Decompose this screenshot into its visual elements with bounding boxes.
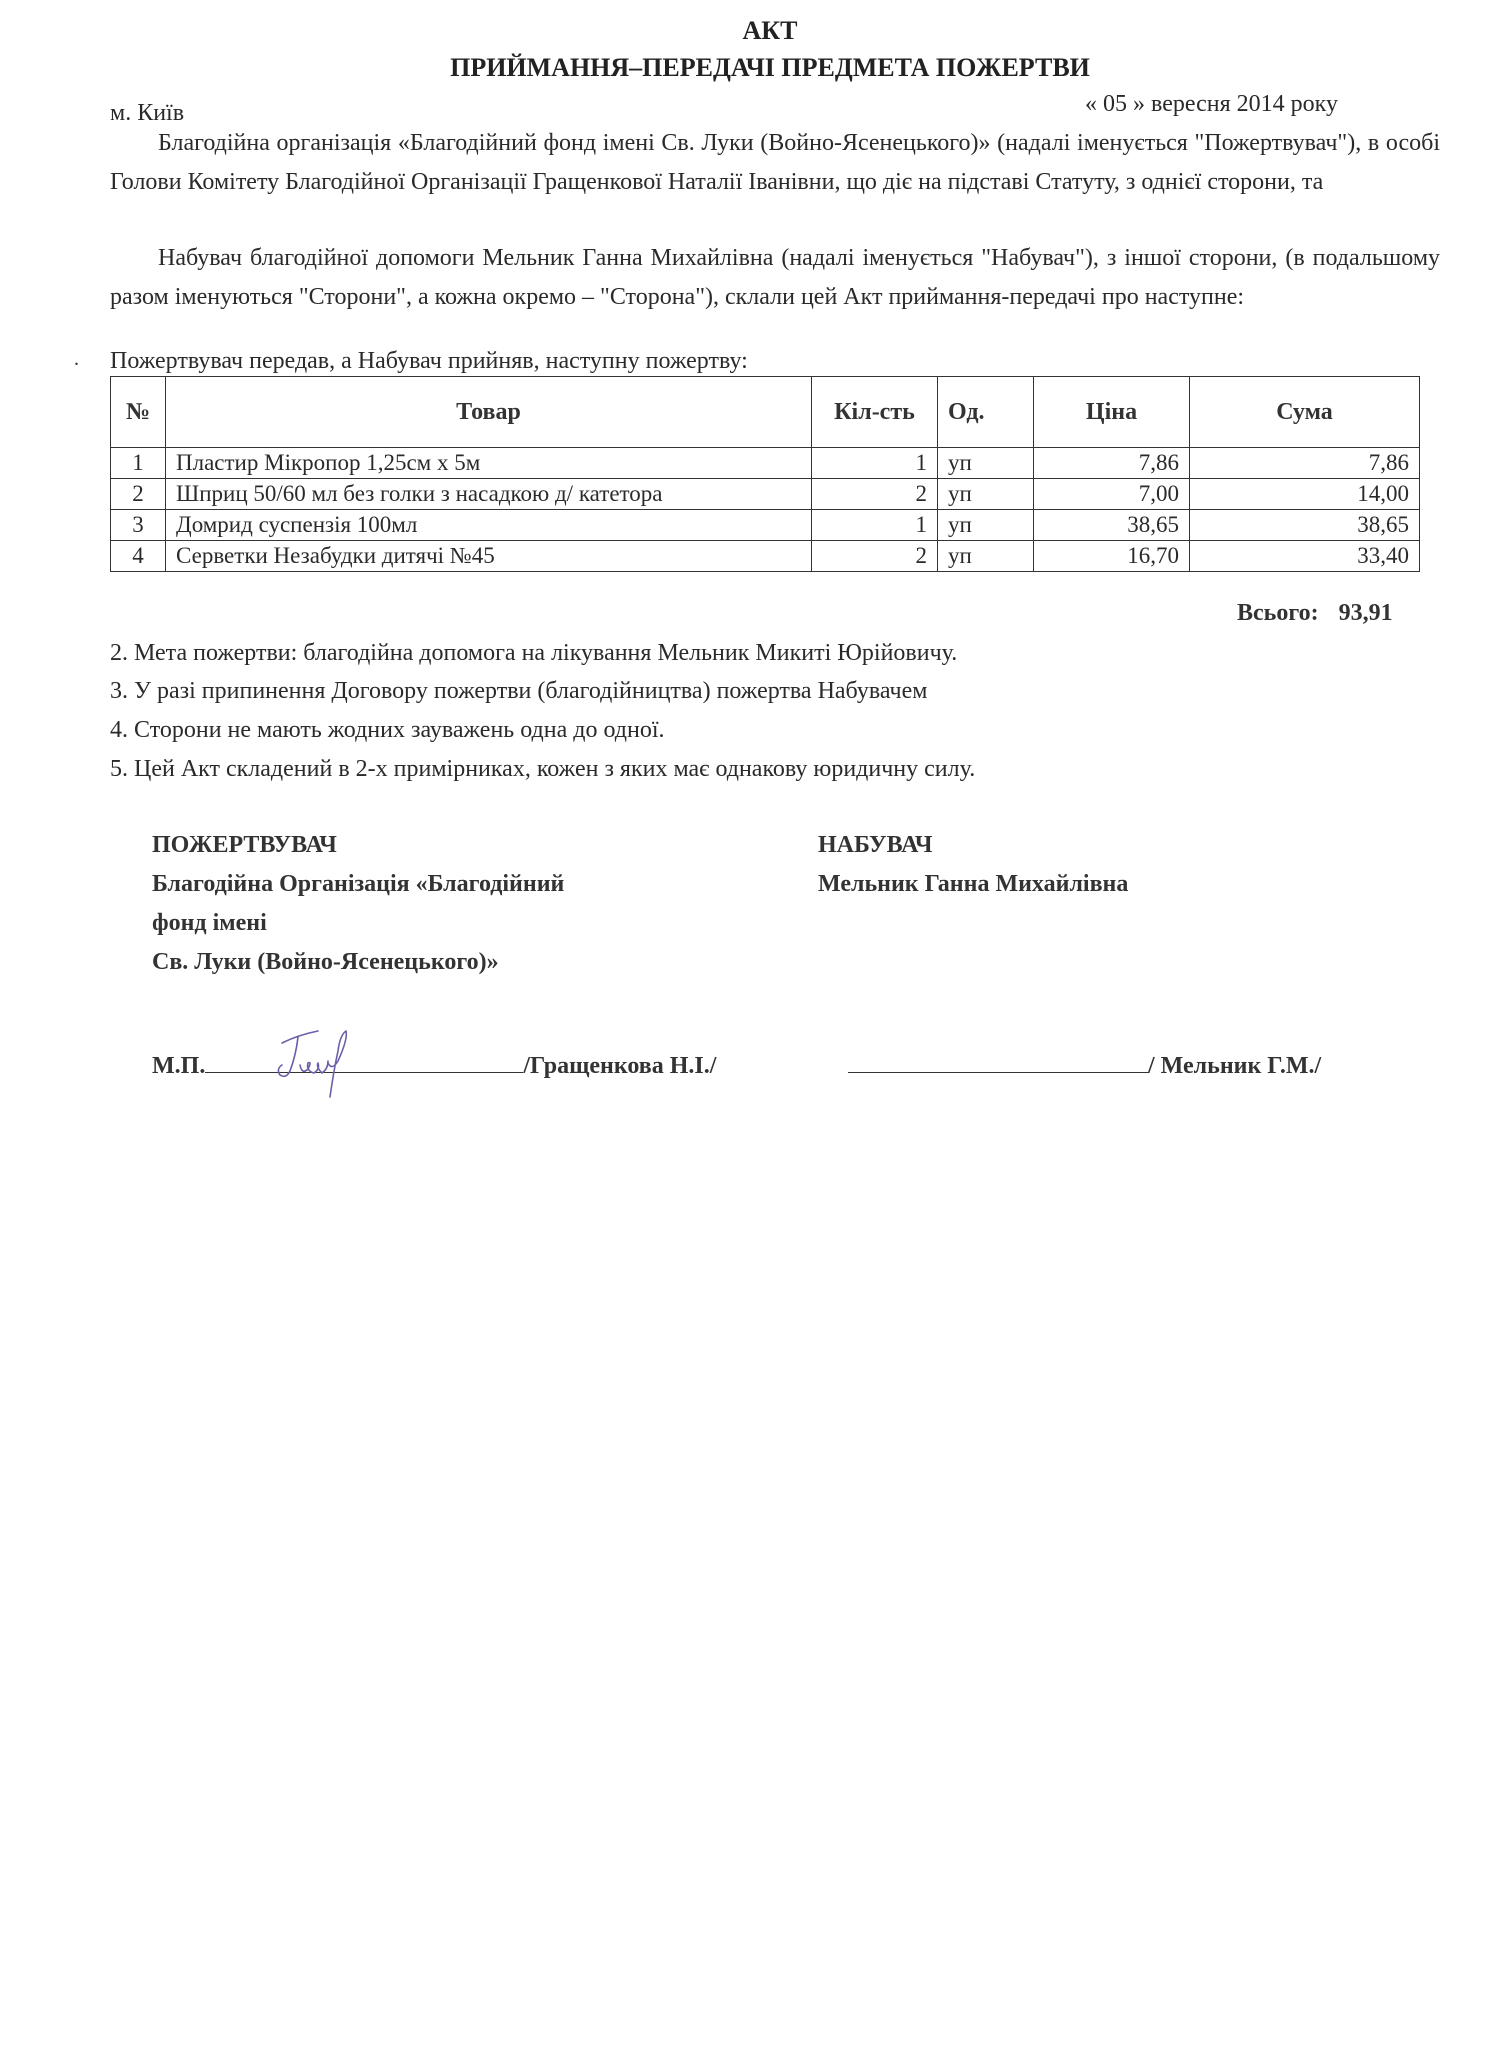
- cell-sum: 38,65: [1190, 510, 1420, 541]
- recipient-signature-field: [848, 1050, 1148, 1073]
- donor-block: [152, 826, 564, 982]
- donor-org-line2: фонд імені: [152, 910, 267, 936]
- recipient-signature-line: [848, 1050, 1321, 1080]
- donor-org-line1: Благодійна Організація «Благодійний: [152, 871, 565, 897]
- cell-sum: 14,00: [1190, 479, 1420, 510]
- donor-signatory: /Гращенкова Н.І./: [523, 1053, 717, 1079]
- table-row: [111, 510, 1420, 541]
- clause-termination: 3. У разі припинення Договору пожертви (благодійництва) пожертва Набувачем: [110, 678, 928, 704]
- transfer-lead: Пожертвувач передав, а Набувач прийняв, наступну пожертву:: [110, 348, 748, 374]
- stamp-label: М.П.: [152, 1053, 206, 1079]
- cell-unit: уп: [938, 541, 1034, 572]
- cell-no: 4: [111, 541, 166, 572]
- cell-unit: уп: [938, 479, 1034, 510]
- header-qty: Кіл-сть: [812, 377, 938, 448]
- cell-price: 16,70: [1034, 541, 1190, 572]
- cell-qty: 1: [812, 448, 938, 479]
- donor-org-line3: Св. Луки (Войно-Ясенецького)»: [152, 949, 499, 975]
- header-name: Товар: [166, 377, 812, 448]
- document-date: « 05 » вересня 2014 року: [1085, 91, 1338, 117]
- header-no: №: [111, 377, 166, 448]
- recipient-block: [818, 826, 1128, 904]
- table-row: [111, 541, 1420, 572]
- recipient-signatory: / Мельник Г.М./: [1148, 1053, 1322, 1079]
- table-row: [111, 479, 1420, 510]
- recipient-role: НАБУВАЧ: [818, 832, 933, 858]
- donor-signature-line: [152, 1050, 716, 1080]
- clause-no-claims: 4. Сторони не мають жодних зауважень одна до одної.: [110, 717, 665, 743]
- table-header-row: [111, 377, 1420, 448]
- total-label: Всього:: [1237, 600, 1319, 626]
- cell-name: Домрид суспензія 100мл: [166, 510, 812, 541]
- signature-stroke: [300, 1061, 328, 1073]
- cell-name: Пластир Мікропор 1,25см х 5м: [166, 448, 812, 479]
- document-title: АКТ: [742, 16, 798, 45]
- paragraph-donor: [110, 124, 1440, 202]
- cell-name: Шприц 50/60 мл без голки з насадкою д/ катетора: [166, 479, 812, 510]
- total-value: 93,91: [1338, 600, 1393, 626]
- signature-stroke: [282, 1031, 318, 1043]
- cell-name: Серветки Незабудки дитячі №45: [166, 541, 812, 572]
- paragraph-recipient: [110, 239, 1440, 317]
- clause-copies: 5. Цей Акт складений в 2-х примірниках, кожен з яких має однакову юридичну силу.: [110, 756, 976, 782]
- header-price: Ціна: [1034, 377, 1190, 448]
- cell-sum: 7,86: [1190, 448, 1420, 479]
- items-table: [110, 376, 1420, 572]
- paragraph-recipient-text: Набувач благодійної допомоги Мельник Ганна Михайлівна (надалі іменується "Набувач"), з іншої сторони, (в подальшому разом іменуються "Сторони", а кожна окремо – "Сторона"), склали цей Акт приймання-передачі про наступне:: [110, 245, 1440, 310]
- recipient-name: Мельник Ганна Михайлівна: [818, 871, 1129, 897]
- cell-price: 7,86: [1034, 448, 1190, 479]
- cell-unit: уп: [938, 448, 1034, 479]
- handwritten-signature: [268, 1025, 388, 1105]
- paragraph-donor-text: Благодійна організація «Благодійний фонд імені Св. Луки (Войно-Ясенецького)» (надалі іменується "Пожертвувач"), в особі Голови Комітету Благодійної Організації Гращенкової Наталії Іванівни, що діє на підставі Статуту, з однієї сторони, та: [110, 130, 1440, 195]
- document-subtitle: ПРИЙМАННЯ–ПЕРЕДАЧІ ПРЕДМЕТА ПОЖЕРТВИ: [450, 53, 1090, 82]
- total: [1237, 600, 1393, 627]
- table-row: [111, 448, 1420, 479]
- cell-unit: уп: [938, 510, 1034, 541]
- cell-qty: 2: [812, 541, 938, 572]
- cell-qty: 2: [812, 479, 938, 510]
- header-unit: Од.: [938, 377, 1034, 448]
- donor-role: ПОЖЕРТВУВАЧ: [152, 832, 337, 858]
- cell-price: 7,00: [1034, 479, 1190, 510]
- cell-sum: 33,40: [1190, 541, 1420, 572]
- clause-purpose: 2. Мета пожертви: благодійна допомога на лікування Мельник Микиті Юрійовичу.: [110, 640, 958, 666]
- cell-no: 3: [111, 510, 166, 541]
- cell-no: 1: [111, 448, 166, 479]
- cell-no: 2: [111, 479, 166, 510]
- city: м. Київ: [110, 100, 185, 126]
- margin-dot: .: [74, 348, 79, 370]
- signature-stroke: [328, 1031, 346, 1097]
- cell-price: 38,65: [1034, 510, 1190, 541]
- header-sum: Сума: [1190, 377, 1420, 448]
- cell-qty: 1: [812, 510, 938, 541]
